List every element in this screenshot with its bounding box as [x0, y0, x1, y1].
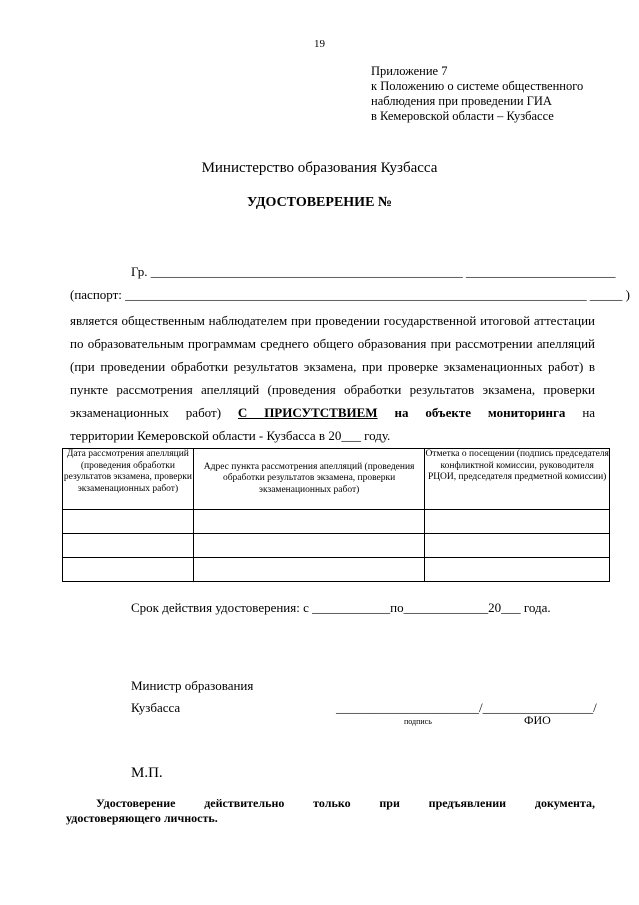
body-line-1: является общественным наблюдателем при проведении государственной итоговой аттестации [70, 313, 595, 328]
stamp-place: М.П. [131, 765, 163, 781]
header-mark: Отметка о посещении (подпись председателя конфликтной комиссии, руководителя РЦОИ, председателя предметной комиссии) [425, 449, 610, 510]
na-text: на [394, 405, 409, 420]
page-number: 19 [314, 38, 325, 50]
appendix-line-2: к Положению о системе общественного [371, 79, 584, 93]
body-paragraph [70, 309, 595, 447]
observation-table [62, 448, 610, 582]
signature-caption: подпись [404, 717, 432, 726]
ministry-name: Министерство образования Кузбасса [201, 160, 438, 176]
note-line-1: Удостоверение действительно только при предъявлении документа, [96, 796, 595, 810]
table-cell [425, 558, 610, 582]
body-line-3: (при проведении обработки результатов экзамена, при проверке экзаменационных работ) в [70, 359, 595, 374]
body-line-5-start: экзаменационных работ) [70, 405, 222, 420]
table-cell [63, 558, 194, 582]
table-cell [425, 510, 610, 534]
table-row [63, 510, 610, 534]
header-date: Дата рассмотрения апелляций (проведения обработки результатов экзамена, проверки экзаменационных работ) [63, 449, 194, 510]
minister-title-line-2: Кузбасса [131, 700, 181, 715]
fio-caption: ФИО [524, 713, 551, 727]
appendix-line-1: Приложение 7 [371, 64, 448, 78]
validity-period: Срок действия удостоверения: с ____________по_____________20___ года. [131, 600, 551, 615]
table-row [63, 534, 610, 558]
table-cell [193, 558, 425, 582]
note-line-2: удостоверяющего личность. [66, 811, 218, 825]
passport-field: (паспорт: _______________________________________________________________________ _____ ) [70, 287, 630, 302]
presence-text: С ПРИСУТСТВИЕМ [237, 405, 378, 420]
appendix-line-3: наблюдения при проведении ГИА [371, 94, 552, 108]
document-title: УДОСТОВЕРЕНИЕ № [247, 195, 392, 210]
na2-text: на [582, 405, 596, 420]
validity-note [66, 796, 595, 826]
body-line-5 [70, 401, 595, 424]
body-line-4: пункте рассмотрения апелляций (проведения обработки результатов экзамена, проверки [70, 382, 595, 397]
body-line-2: по образовательным программам среднего общего образования при рассмотрении апелляций [70, 336, 595, 351]
body-line-6: территории Кемеровской области - Кузбасса в 20___ году. [70, 428, 391, 443]
monitoring-text: мониторинга [487, 405, 566, 420]
minister-title-line-1: Министр образования [131, 678, 254, 693]
table-cell [63, 534, 194, 558]
table-row [63, 558, 610, 582]
table-cell [63, 510, 194, 534]
table-cell [193, 534, 425, 558]
table-cell [193, 510, 425, 534]
signature-line: ______________________/_________________/ [336, 700, 597, 715]
header-address: Адрес пункта рассмотрения апелляций (проведения обработки результатов экзамена, проверки экзаменационных работ) [193, 449, 425, 510]
citizen-name-field: Гр. ________________________________________________ _______________________ [131, 264, 616, 279]
object-text: объекте [425, 405, 472, 420]
appendix-line-4: в Кемеровской области – Кузбассе [371, 109, 554, 123]
appendix-block [371, 64, 583, 124]
table-cell [425, 534, 610, 558]
